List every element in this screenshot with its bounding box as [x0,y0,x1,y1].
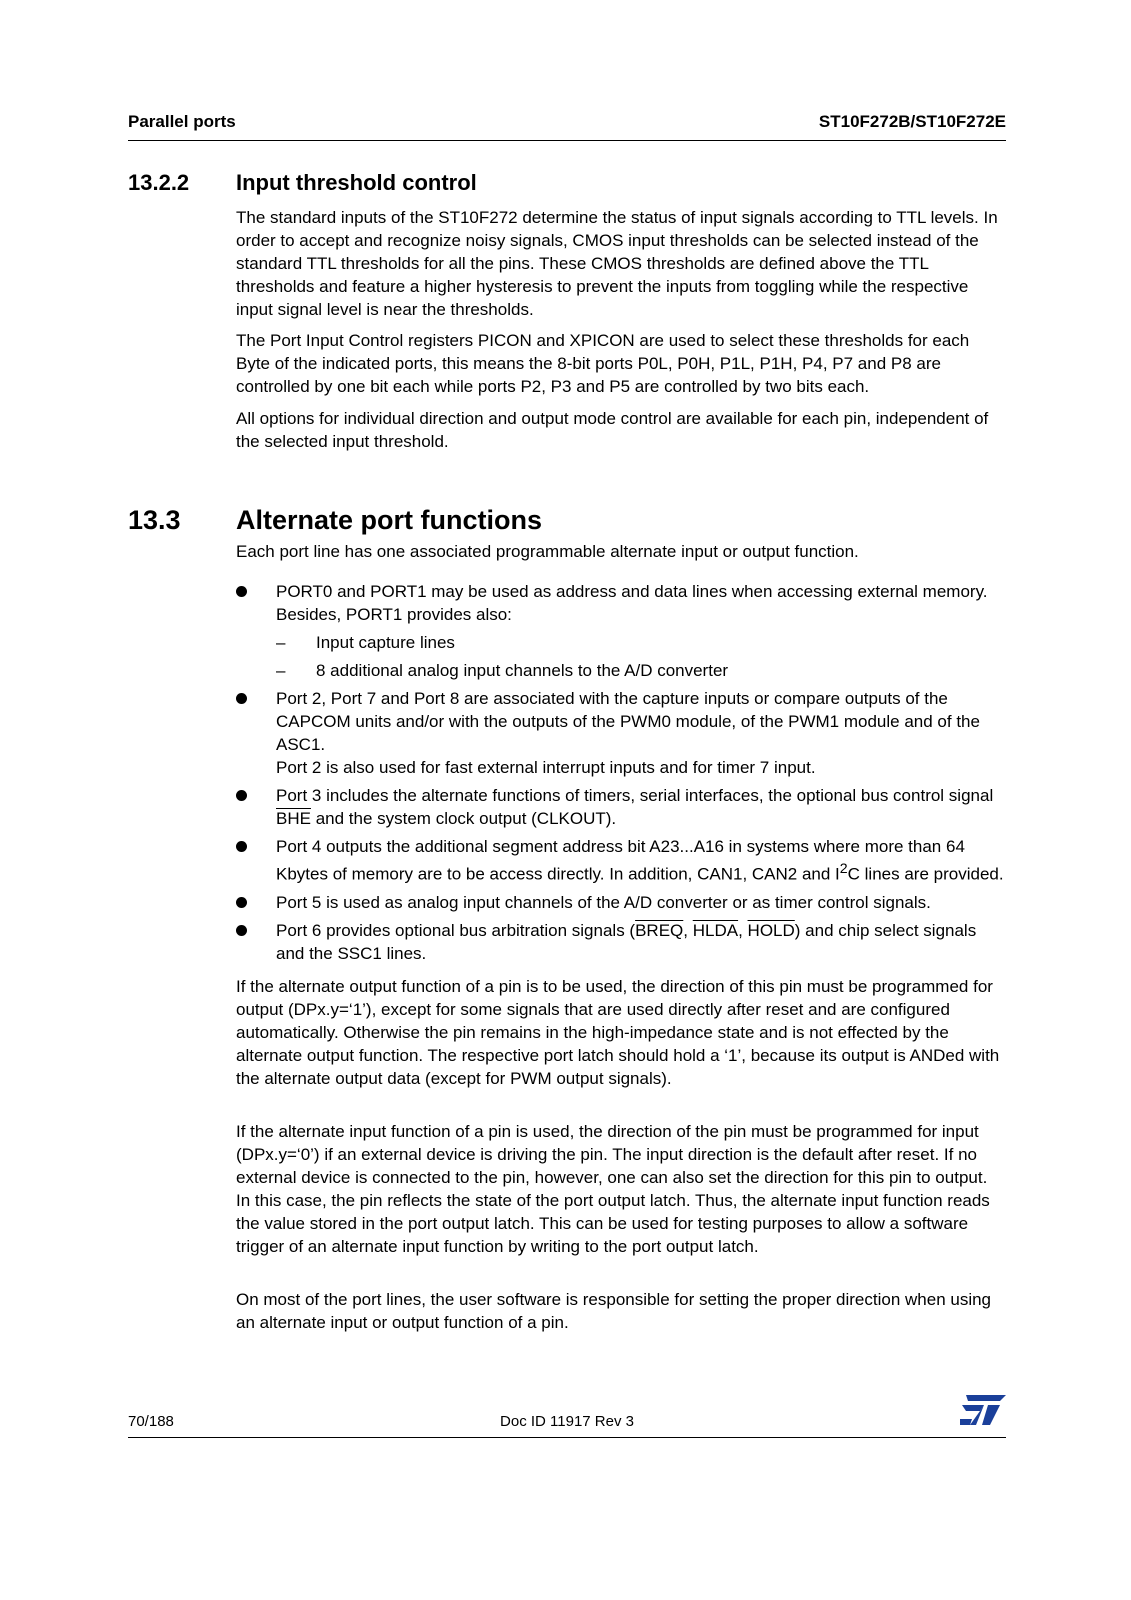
paragraph-intro: Each port line has one associated programmable alternate input or output function. [236,542,859,561]
bullet-icon [236,790,247,801]
list-item-text: and the system clock output (CLKOUT). [310,809,617,828]
paragraph-threshold-2: The Port Input Control registers PICON and XPICON are used to select these thresholds for each Byte of the indicated ports, this means the 8-bit ports P0L, P0H, P1L, P1H, P4, P7 and P8 are controlled by one bit each while ports P2, P3 and P5 are controlled by two bits each. [236,331,970,396]
bullet-icon [236,693,247,704]
sub-list-item-text: 8 additional analog input channels to the A/D converter [316,661,729,680]
signal-breq: BREQ [635,920,684,940]
paragraph-threshold-3: All options for individual direction and output mode control are available for each pin, independent of the selected input threshold. [236,409,989,451]
sub-list-item-text: Input capture lines [316,633,455,652]
sub-list-item [276,631,1006,654]
list-item-text: ) and chip select signals and the SSC1 lines. [276,920,977,963]
signal-bhe: $\overline{BHE}$ [276,809,311,828]
bullet-icon [236,841,247,852]
paragraph-alternate-output: If the alternate output function of a pin is to be used, the direction of this pin must be programmed for output (DPx.y=‘1’), except for some signals that are used directly after reset and are configured automatically. Otherwise the pin remains in the high-impedance state and is not effected by the alternate output function. The respective port latch should hold a ‘1’, because its output is ANDed with the alternate output data (except for PWM output signals). [236,977,1000,1088]
dash-icon: – [276,633,286,652]
signal-hold: HOLD [747,920,795,940]
list-item-text: C lines are provided. [847,864,1004,884]
list-item-port0-port1 [236,580,1006,682]
list-item-port5 [236,891,1006,914]
separator: , [683,920,693,940]
bullet-icon [236,925,247,936]
separator: , [738,920,748,940]
header-section: Parallel ports [128,112,236,131]
list-item-text: Port 5 is used as analog input channels of the A/D converter or as timer control signals. [276,892,931,912]
heading-title: Input threshold control [236,170,477,195]
header-part-number: ST10F272B/ST10F272E [818,112,1006,131]
signal-hlda: HLDA [692,920,739,940]
list-item-port2-7-8 [236,687,1006,779]
paragraph-alternate-input: If the alternate input function of a pin is used, the direction of the pin must be programmed for input (DPx.y=‘0’) if an external device is driving the pin. The input direction is the default after reset. If no external device is connected to the pin, however, one can also set the direction for this pin to output. In this case, the pin reflects the state of the port output latch. Thus, the alternate input function reads the value stored in the port output latch. This can be used for testing purposes to allow a software trigger of an alternate input function by writing to the port output latch. [236,1122,990,1256]
list-item-text-extra: Port 2 is also used for fast external interrupt inputs and for timer 7 input. [276,758,816,777]
port-function-list [236,580,1006,970]
doc-id: Doc ID 11917 Rev 3 [500,1413,634,1430]
page-footer [128,1395,1006,1438]
st-logo-icon [960,1395,1006,1425]
bullet-icon [236,586,247,597]
list-item-text: Port 4 outputs the additional segment address bit A23...A16 in systems where more than 64 Kbytes of memory are to be access directly. In addition, CAN1, CAN2 and I [276,837,965,884]
paragraph-threshold-1: The standard inputs of the ST10F272 determine the status of input signals according to TTL levels. In order to accept and recognize noisy signals, CMOS input thresholds can be selected instead of the standard TTL thresholds for all the pins. These CMOS thresholds are defined above the TTL thresholds and feature a higher hysteresis to prevent the inputs from toggling while the respective input signal level is near the thresholds. [236,208,998,319]
bullet-icon [236,897,247,908]
list-item-port6 [236,919,1006,965]
list-item-text: Port 6 provides optional bus arbitration signals ( [276,920,636,940]
sub-list-item [276,659,1006,682]
heading-number: 13.3 [128,505,181,535]
heading-title: Alternate port functions [236,505,543,535]
list-item-text: Port 2, Port 7 and Port 8 are associated with the capture inputs or compare outputs of the CAPCOM units and/or with the outputs of the PWM0 module, of the PWM1 module and of the ASC1. [276,689,980,754]
page-header [128,108,1006,141]
page-number: 70/188 [128,1413,174,1430]
sub-list [276,631,1006,682]
superscript-2: 2 [839,861,848,877]
heading-number: 13.2.2 [128,170,190,195]
paragraph-port-direction: On most of the port lines, the user software is responsible for setting the proper direction when using an alternate input or output function of a pin. [236,1290,992,1332]
list-item-text: Port 3 includes the alternate functions of timers, serial interfaces, the optional bus control signal [276,786,994,805]
dash-icon: – [276,661,286,680]
list-item-port4 [236,835,1006,886]
list-item-port3 [236,784,1006,830]
list-item-text: PORT0 and PORT1 may be used as address and data lines when accessing external memory. Besides, PORT1 provides also: [276,582,988,624]
